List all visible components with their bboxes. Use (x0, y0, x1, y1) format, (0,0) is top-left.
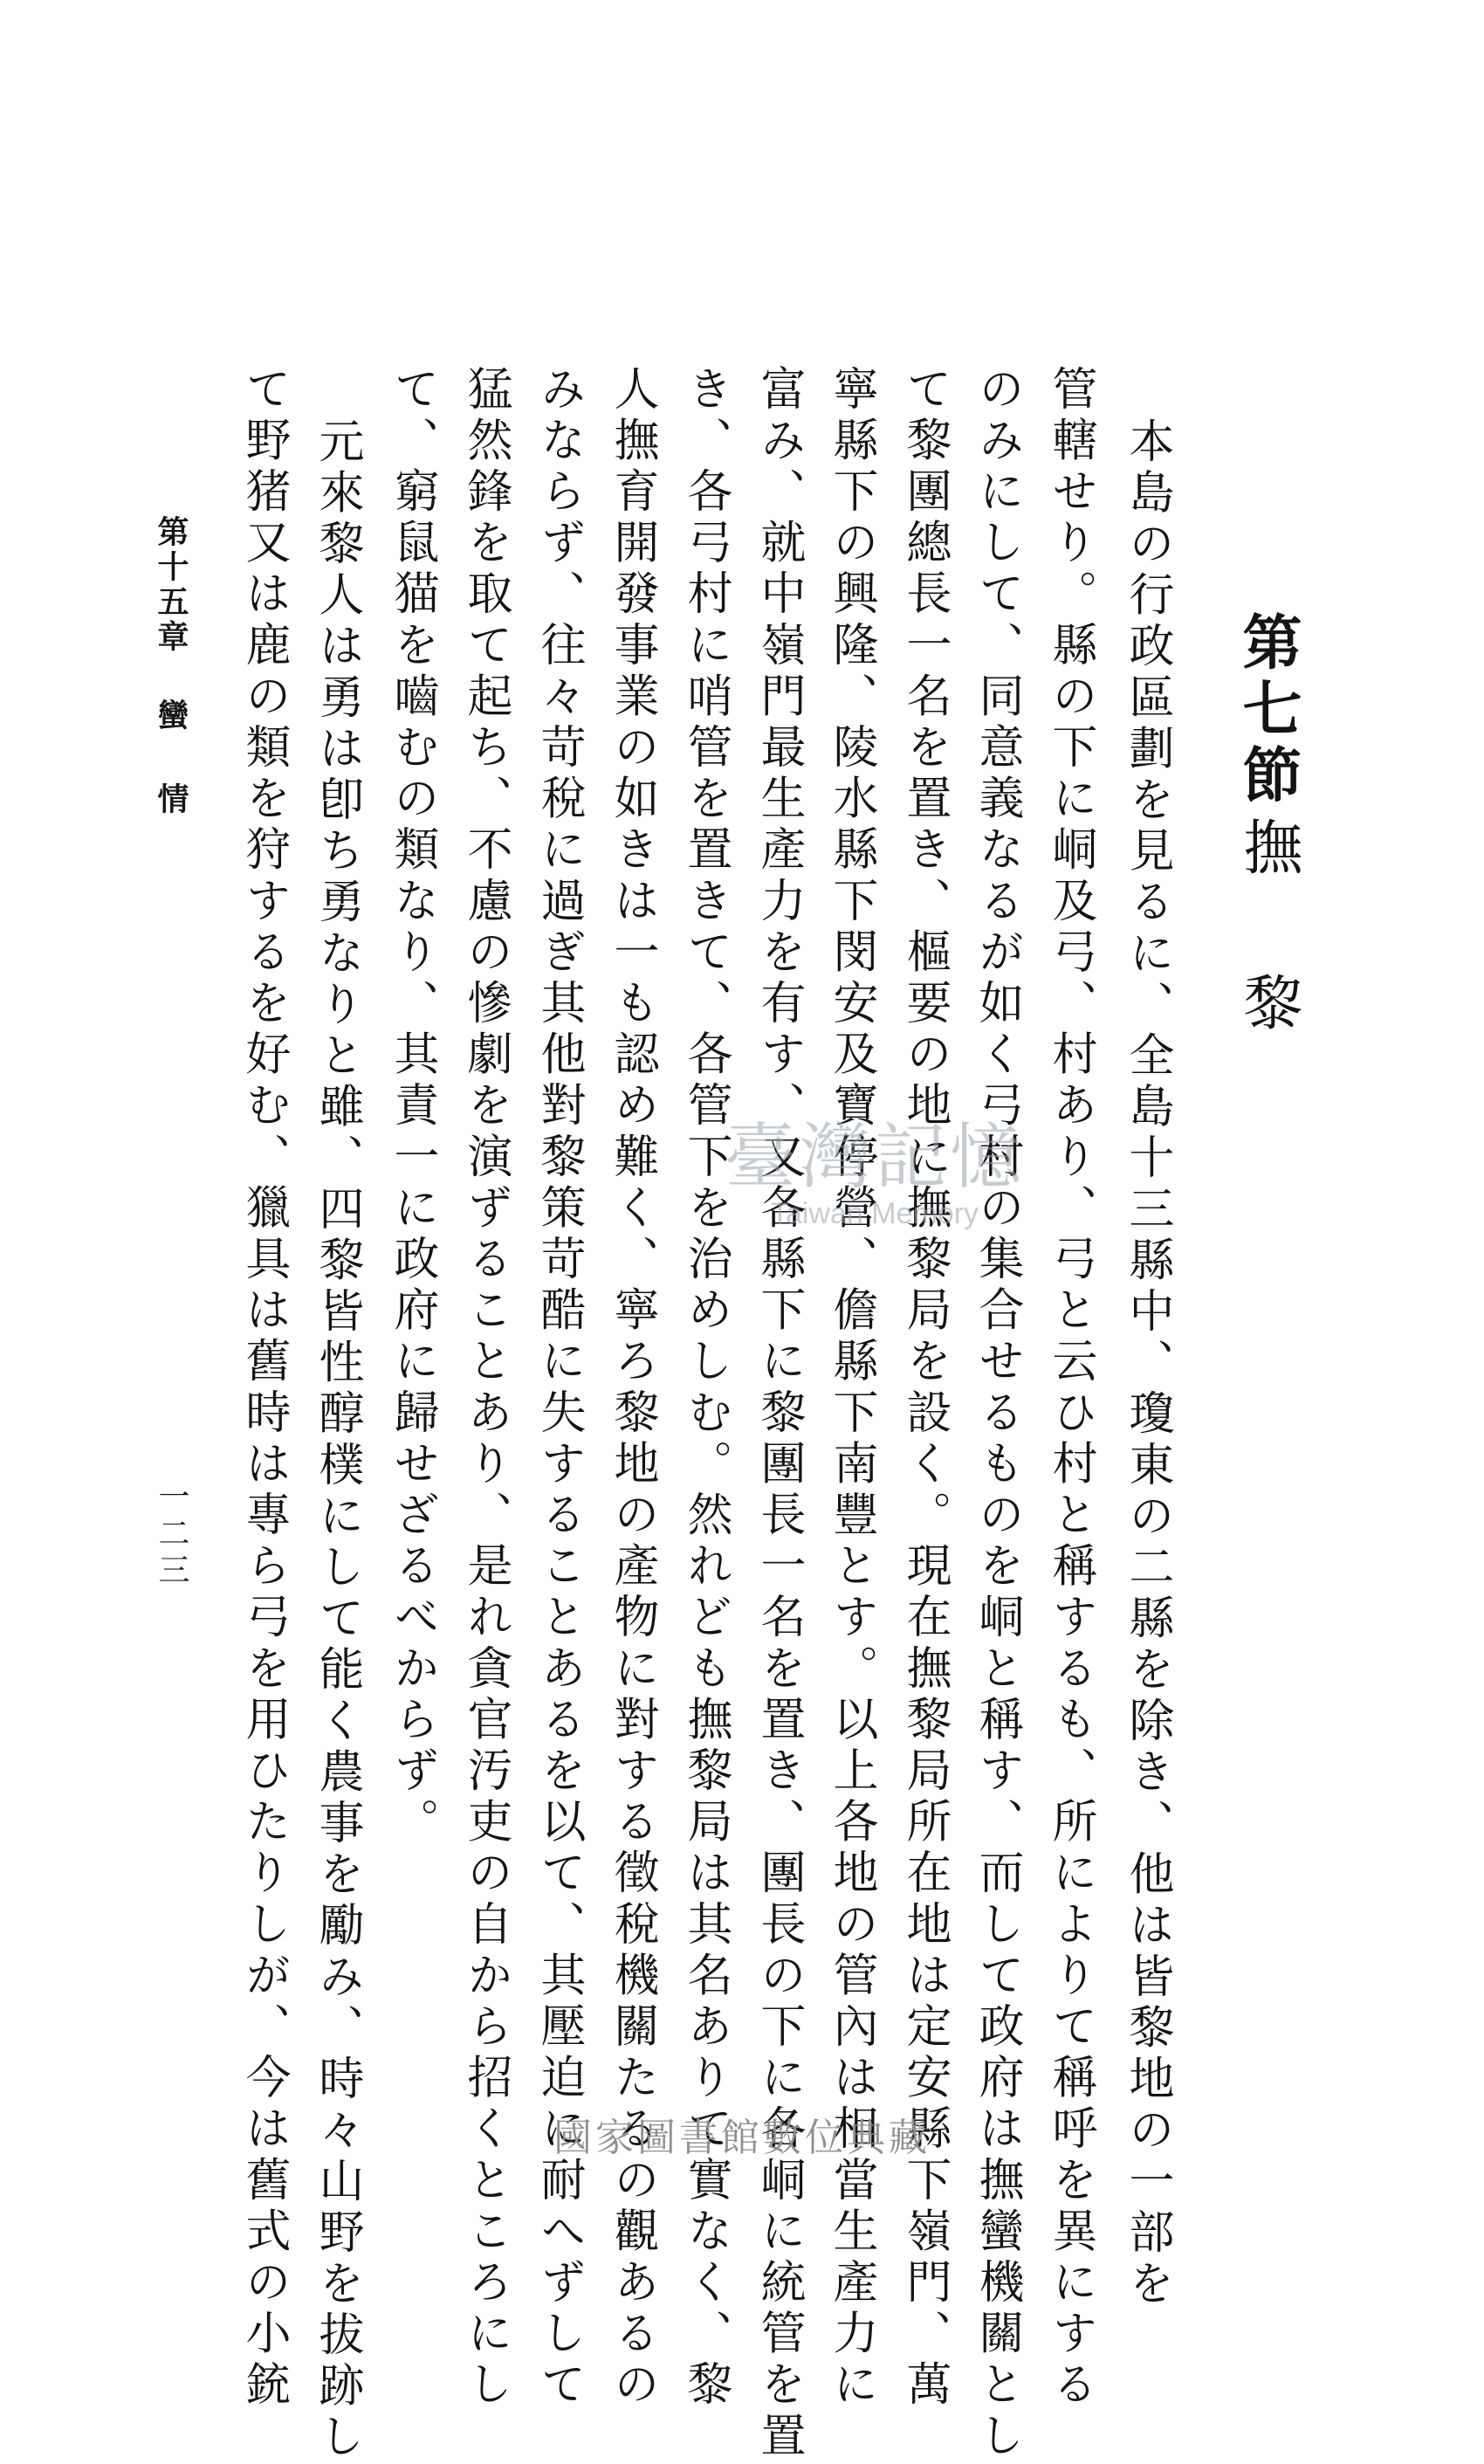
footer-topic: 蠻情 (153, 699, 189, 866)
paragraph-1-line-11: て、窮鼠猫を嚙むの類なり、其責一に政府に歸せざるべからず。 (386, 365, 438, 1849)
paragraph-1-line-9: みならず、往々苛稅に過ぎ其他對黎策苛酷に失することあるを以て、其壓迫に耐へずして (532, 365, 585, 2412)
paragraph-1-line-6: 富み、就中嶺門最生產力を有す、又各縣下に黎團長一名を置き、團長の下に各峒に統管を置 (752, 365, 805, 2463)
library-credit: 國家圖書館數位典藏 (553, 2116, 931, 2160)
paragraph-2-line-2: て野猪又は鹿の類を狩するを好む、獵具は舊時は專ら弓を用ひたりしが、今は舊式の小銃 (237, 365, 290, 2412)
paragraph-1-line-1: 本島の行政區劃を見るに、全島十三縣中、瓊東の二縣を除き、他は皆黎地の一部を (1121, 417, 1173, 2311)
paragraph-1-line-5: 寧縣下の興隆、陵水縣下閔安及寶停營、儋縣下南豐とす。以上各地の管內は相當生產力に (825, 365, 877, 2412)
paragraph-1-line-10: 猛然鋒を取て起ち、不慮の慘劇を演ずることあり、是れ貪官汚吏の自から招くところにし (459, 365, 512, 2412)
footer-chapter: 第十五章 (153, 515, 189, 655)
watermark-text: 臺灣記憶 (725, 1116, 1026, 1199)
section-number: 第七節 (1233, 611, 1302, 810)
paragraph-1-line-2: 管轄せり。縣の下に峒及弓、村あり、弓と云ひ村と稱するも、所によりて稱呼を異にする (1044, 365, 1096, 2412)
paragraph-1-line-8: 人撫育開發事業の如きは一も認め難く、寧ろ黎地の產物に對する徵稅機關たるの觀あるの (606, 365, 658, 2412)
paragraph-1-line-4: て黎團總長一名を置き、樞要の地に撫黎局を設く。現在撫黎局所在地は定安縣下嶺門、萬 (898, 365, 951, 2412)
taiwan-memory-watermark (725, 1100, 1025, 1231)
paragraph-1-line-3: のみにして、同意義なるが如く弓村の集合せるものを峒と稱す、而して政府は撫蠻機關とし (971, 365, 1023, 2463)
watermark-subtext: Taiwan Memory (770, 1197, 979, 1230)
page-number: 一二三 (154, 1480, 189, 1590)
section-title: 撫黎 (1233, 816, 1302, 1127)
paragraph-2-line-1: 元來黎人は勇は卽ち勇なりと雖、四黎皆性醇樸にして能く農事を勵み、時々山野を拔跡し (311, 417, 363, 2464)
paragraph-1-line-7: き、各弓村に哨管を置きて、各管下を治めしむ。然れども撫黎局は其名ありて實なく、黎 (679, 365, 732, 2412)
